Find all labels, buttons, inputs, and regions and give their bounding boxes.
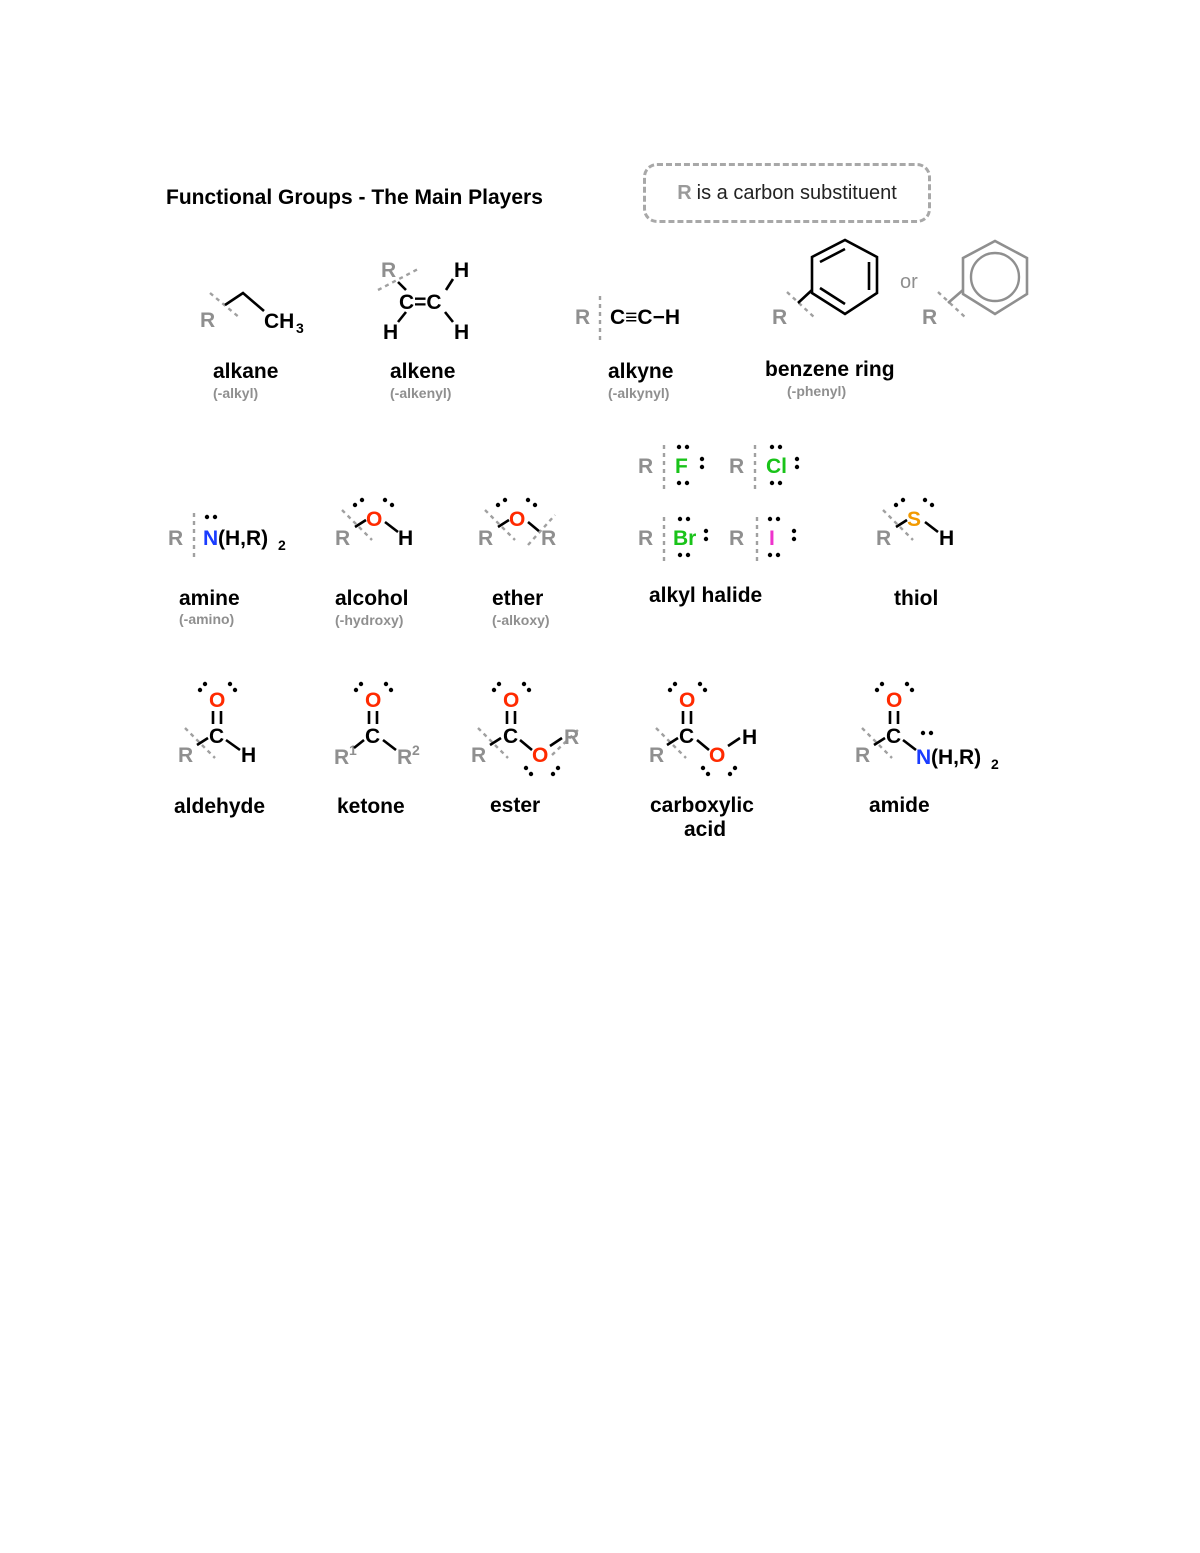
- subscript-2: 2: [278, 537, 286, 553]
- note-r-symbol: R: [677, 181, 692, 204]
- alkane-suffix: (-alkyl): [213, 385, 259, 401]
- alkene-suffix: (-alkenyl): [390, 385, 452, 401]
- o-atom: O: [509, 508, 526, 531]
- r-symbol: R: [575, 306, 591, 329]
- carboxylic-acid-structure: [649, 682, 757, 776]
- alkene-structure: [378, 259, 469, 344]
- c-atom: C: [365, 725, 381, 748]
- o-atom: O: [886, 689, 903, 712]
- alkyl-halide-label: alkyl halide: [649, 584, 763, 607]
- c-atom: C: [503, 725, 519, 748]
- superscript-2: 2: [412, 742, 420, 758]
- r-symbol: R: [334, 746, 350, 769]
- h-r-text: (H,R): [931, 746, 982, 769]
- h-atom: H: [742, 726, 758, 749]
- ester-label: ester: [490, 794, 541, 817]
- h-atom: H: [398, 527, 414, 550]
- benzene-circle-structure: [922, 241, 1027, 329]
- cl-atom: Cl: [766, 455, 787, 478]
- h-atom: H: [454, 259, 470, 282]
- triple-bond-text: C≡C−H: [610, 306, 681, 329]
- alkyl-halide-structures: [638, 445, 799, 562]
- or-text: or: [900, 271, 918, 293]
- alcohol-structure: [335, 498, 413, 550]
- ether-suffix: (-alkoxy): [492, 612, 550, 628]
- amine-label: amine: [179, 587, 240, 610]
- ketone-structure: [334, 682, 420, 769]
- amide-structure: [855, 682, 999, 772]
- o-atom: O: [366, 508, 383, 531]
- alkyne-suffix: (-alkynyl): [608, 385, 670, 401]
- r-symbol: R: [876, 527, 892, 550]
- r-symbol: R: [478, 527, 494, 550]
- r-symbol: R: [381, 259, 397, 282]
- ch-text: CH: [264, 310, 295, 333]
- r-symbol: R: [855, 744, 871, 767]
- o-atom: O: [709, 744, 726, 767]
- r-symbol: R: [397, 746, 413, 769]
- r-symbol: R: [649, 744, 665, 767]
- page-title: Functional Groups - The Main Players: [166, 186, 543, 209]
- r-symbol: R: [200, 309, 216, 332]
- r-symbol: R: [168, 527, 184, 550]
- benzene-kekule-structure: [772, 240, 877, 329]
- ester-structure: [471, 682, 580, 776]
- ketone-label: ketone: [337, 795, 405, 818]
- aldehyde-structure: [178, 682, 256, 767]
- h-atom: H: [939, 527, 955, 550]
- o-atom: O: [209, 689, 226, 712]
- amine-suffix: (-amino): [179, 611, 235, 627]
- r-symbol: R: [922, 306, 938, 329]
- alkyne-label: alkyne: [608, 360, 674, 383]
- carboxylic-acid-label: carboxylic: [650, 794, 754, 817]
- amine-structure: [168, 513, 286, 558]
- br-atom: Br: [673, 527, 697, 550]
- o-atom: O: [532, 744, 549, 767]
- r-symbol: R: [335, 527, 351, 550]
- c-atom: C: [209, 725, 225, 748]
- thiol-structure: [876, 498, 954, 550]
- r-symbol: R: [772, 306, 788, 329]
- ether-label: ether: [492, 587, 544, 610]
- ether-structure: [478, 498, 556, 550]
- note-text: is a carbon substituent: [696, 181, 897, 204]
- n-atom: N: [916, 746, 932, 769]
- c-atom: C: [679, 725, 695, 748]
- r-symbol: R: [178, 744, 194, 767]
- o-atom: O: [365, 689, 382, 712]
- alkene-label: alkene: [390, 360, 456, 383]
- subscript-3: 3: [296, 320, 304, 336]
- r-symbol: R: [638, 527, 654, 550]
- o-atom: O: [503, 689, 520, 712]
- c-atom: C: [886, 725, 902, 748]
- s-atom: S: [907, 508, 922, 531]
- amide-label: amide: [869, 794, 930, 817]
- c-double-c-text: C=C: [399, 291, 442, 314]
- superscript-1: 1: [349, 742, 357, 758]
- h-atom: H: [454, 321, 470, 344]
- benzene-suffix: (-phenyl): [787, 383, 847, 399]
- o-atom: O: [679, 689, 696, 712]
- h-atom: H: [383, 321, 399, 344]
- alkyne-structure: [575, 296, 680, 340]
- alcohol-label: alcohol: [335, 587, 409, 610]
- r-symbol: R: [564, 726, 580, 749]
- r-symbol: R: [638, 455, 654, 478]
- subscript-2: 2: [991, 756, 999, 772]
- i-atom: I: [769, 527, 775, 550]
- n-atom: N: [203, 527, 219, 550]
- r-symbol: R: [541, 527, 557, 550]
- alkane-label: alkane: [213, 360, 279, 383]
- r-symbol: R: [471, 744, 487, 767]
- benzene-label: benzene ring: [765, 358, 895, 381]
- alkane-structure: [200, 293, 304, 336]
- thiol-label: thiol: [894, 587, 939, 610]
- aldehyde-label: aldehyde: [174, 795, 266, 818]
- f-atom: F: [675, 455, 688, 478]
- h-r-text: (H,R): [218, 527, 269, 550]
- h-atom: H: [241, 744, 257, 767]
- r-symbol: R: [729, 527, 745, 550]
- carboxylic-acid-label-line2: acid: [684, 818, 727, 841]
- r-symbol: R: [729, 455, 745, 478]
- alcohol-suffix: (-hydroxy): [335, 612, 404, 628]
